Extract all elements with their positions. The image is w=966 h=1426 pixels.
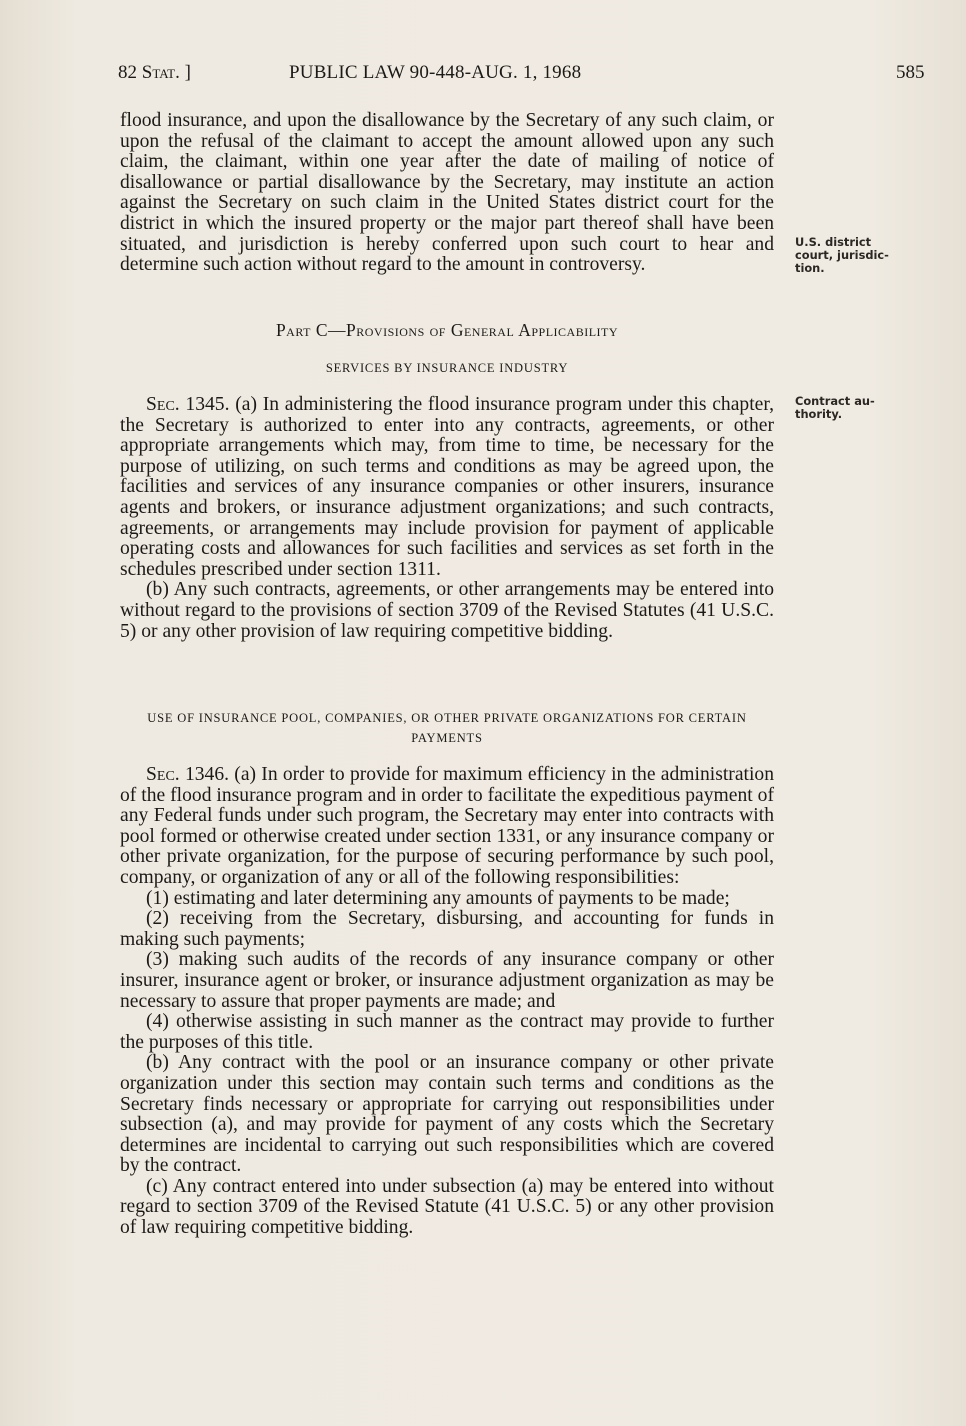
section-1345-a-text: (a) In administering the flood insurance program under this chapter, the Secretary is authorized to enter into any contracts, agreements, or other appropriate arrangements which may, from time to time, be necessary for the purpose of utilizing, on such terms and conditions as may be agreed upon, the facilities and services of any insurance companies or other insurers, insurance agents and brokers, or insurance adjustment organizations; and such contracts, agreements, or arrangements may include provision for payment of applicable operating costs and allowances for such facilities and services as set forth in the schedules prescribed under section 1311. — [120, 394, 774, 580]
list-item-4: (4) otherwise assisting in such manner as the contract may provide to further the purposes of this title. — [120, 1011, 774, 1053]
header-volume — [118, 62, 191, 84]
section-1345-b: (b) Any such contracts, agreements, or other arrangements may be entered into without regard to the provisions of section 3709 of the Revised Statutes (41 U.S.C. 5) or any other provision of law requiring competitive bidding. — [120, 579, 774, 642]
section-1345-label: Sec. 1345. — [146, 394, 230, 415]
header-title: PUBLIC LAW 90-448-AUG. 1, 1968 — [289, 62, 582, 83]
section-1346-c: (c) Any contract entered into under subsection (a) may be entered into without regard to section 3709 of the Revised Statute (41 U.S.C. 5) or any other provision of law requiring competitive bidding. — [120, 1175, 774, 1239]
section-1345 — [120, 395, 774, 642]
section-1346 — [120, 765, 774, 1239]
heading-services-by-insurance-industry: SERVICES BY INSURANCE INDUSTRY — [325, 361, 569, 375]
margin-note-contract-authority: Contract au- thority. — [795, 394, 875, 421]
heading-use-of-insurance-pool: USE OF INSURANCE POOL, COMPANIES, OR OTHER PRIVATE ORGANIZATIONS FOR CERTAIN PAYMENTS — [147, 711, 747, 745]
section-1346-label: Sec. 1346. — [146, 764, 230, 785]
section-1346-a-text: (a) In order to provide for maximum efficiency in the administration of the flood insurance program and in order to facilitate the expeditious payment of any Federal funds under such program, the Secretary may enter into contracts with pool formed or otherwise created under section 1331, or any insurance company or other private organization, for the purpose of securing performance by such pool, company, or organization of any or all of the following responsibilities: — [120, 764, 774, 888]
section-1346-a — [120, 765, 774, 889]
header-bracket: ] — [184, 62, 191, 83]
section-1346-b: (b) Any contract with the pool or an insurance company or other private organization under this section may contain such terms and conditions as the Secretary finds necessary or appropriate for carrying out responsibilities under subsection (a), and may provide for payment of any costs which the Secretary determines are incidental to carrying out such responsibilities which are covered by the contract. — [120, 1052, 774, 1177]
running-header — [0, 62, 966, 88]
page-number: 585 — [896, 62, 925, 83]
header-stat: 82 Stat. — [118, 62, 180, 83]
list-item-3: (3) making such audits of the records of any insurance company or other insurer, insurance agent or broker, or insurance adjustment organization as may be necessary to assure that proper payments are made; and — [120, 949, 774, 1012]
claims-paragraph: flood insurance, and upon the disallowance by the Secretary of any such claim, or upon the refusal of the claimant to accept the amount allowed upon any such claim, the claimant, within one year after the date of mailing of notice of disallowance or partial disallowance by the Secretary, may institute an action against the Secretary on such claim in the United States district court for the district in which the insured property or the major part thereof shall have been situated, and jurisdiction is hereby conferred upon such court to hear and determine such action without regard to the amount in controversy. — [120, 110, 774, 276]
list-item-2: (2) receiving from the Secretary, disbursing, and accounting for funds in making such payments; — [120, 908, 774, 950]
margin-note-district-court: U.S. district court, jurisdic- tion. — [795, 235, 889, 275]
claims-paragraph-block — [120, 111, 774, 276]
part-c-title: Part C—Provisions of General Applicability — [275, 320, 619, 340]
section-1345-a — [120, 395, 774, 580]
list-item-1: (1) estimating and later determining any amounts of payments to be made; — [146, 887, 730, 909]
